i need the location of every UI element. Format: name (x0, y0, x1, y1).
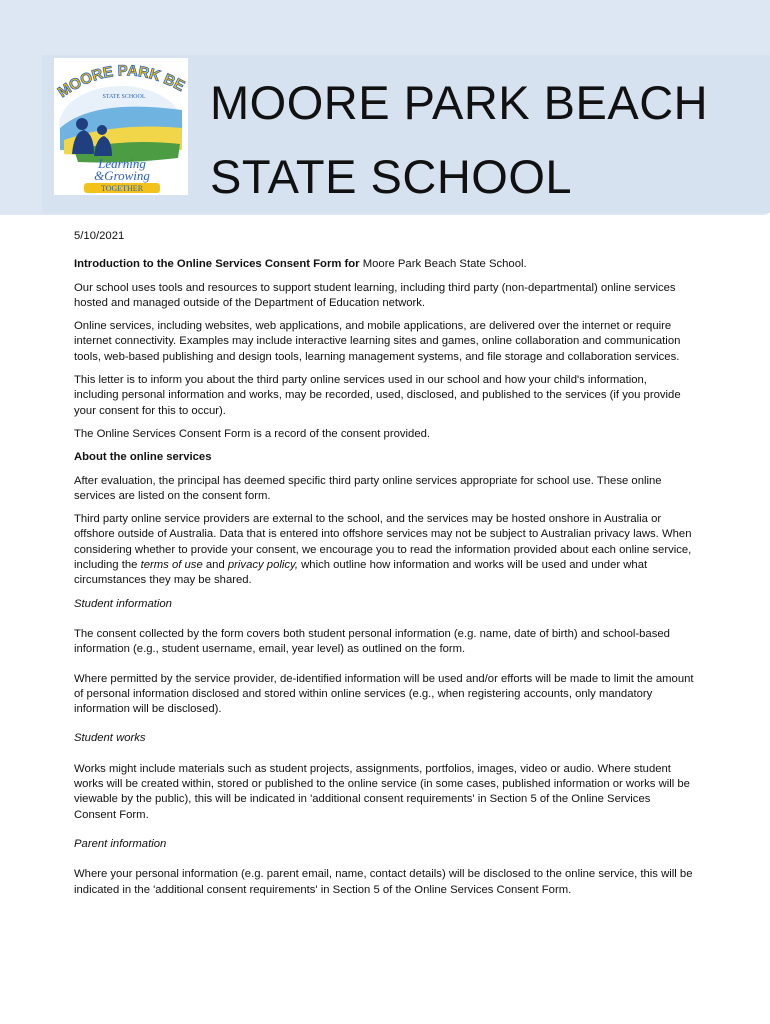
school-title (210, 66, 708, 214)
paragraph-2: Online services, including websites, web applications, and mobile applications, are delivered over the internet or require internet connectivity. Examples may include interactive learning sites and games, online collaboration and communication tools, web-based publishing and design tools, learning management systems, and file storage and collaboration services. (74, 320, 681, 363)
student-information-heading: Student information (74, 597, 172, 610)
paragraph-1: Our school uses tools and resources to support student learning, including third party (non-departmental) online services hosted and managed outside of the Department of Education network. (74, 281, 676, 309)
intro-paragraph (74, 257, 694, 272)
terms-of-use-text: terms of use (140, 559, 203, 572)
paragraph-6-part-a: Third party online service providers are external to the school, and the services may be hosted onshore in Australia or offshore outside of Australia. Data that is entered into offshore services may not be subject to Australian privacy laws. When considering whether to provide your consent, we encourage you to read the information provided about each online service, including the (74, 513, 692, 572)
paragraph-6-and: and (202, 559, 228, 572)
paragraph-9: Works might include materials such as student projects, assignments, portfolios, images, video or audio. Where student works will be created within, stored or published to the online service (in some cases, published information or works will be viewable by the public), this will be indicated in 'additional consent requirements' in Section 5 of the Online Services Consent Form. (74, 762, 690, 821)
paragraph-6 (74, 512, 694, 588)
intro-bold: Introduction to the Online Services Consent Form for (74, 258, 360, 271)
school-logo (54, 58, 188, 195)
school-title-line2: STATE SCHOOL (210, 150, 573, 203)
paragraph-8: Where permitted by the service provider, de-identified information will be used and/or efforts will be made to limit the amount of personal information disclosed and stored within online services (e.g., when registering accounts, only mandatory information will be disclosed). (74, 672, 694, 716)
logo-motto-line3: TOGETHER (100, 184, 144, 193)
logo-motto-line1: Learning (98, 156, 146, 171)
about-heading: About the online services (74, 451, 212, 464)
letter-body (74, 229, 694, 906)
school-title-line1: MOORE PARK BEACH (210, 76, 709, 129)
parent-information-heading: Parent information (74, 837, 167, 850)
logo-sub-text: STATE SCHOOL (102, 94, 146, 100)
paragraph-4: The Online Services Consent Form is a record of the consent provided. (74, 427, 431, 440)
letter-date: 5/10/2021 (74, 230, 125, 242)
logo-arc-text: MOORE PARK BE (54, 62, 188, 102)
paragraph-5: After evaluation, the principal has deemed specific third party online services appropriate for school use. These online services are listed on the consent form. (74, 474, 662, 502)
paragraph-7: The consent collected by the form covers both student personal information (e.g. name, date of birth) and school-based information (e.g., student username, email, year level) as outlined on the form. (74, 627, 670, 656)
privacy-policy-text: privacy policy, (227, 559, 298, 572)
student-works-heading: Student works (74, 732, 146, 745)
school-logo-image (54, 58, 188, 195)
paragraph-3: This letter is to inform you about the third party online services used in our school and how your child's information, including personal information and works, may be recorded, used, disclosed, and published to the services (if you provide your consent for this to occur). (74, 374, 681, 417)
paragraph-10: Where your personal information (e.g. parent email, name, contact details) will be disclosed to the online service, this will be indicated in the 'additional consent requirements' in Section 5 of the Online Services Consent Form. (74, 868, 693, 896)
logo-motto-line2: &Growing (94, 168, 150, 183)
paragraph-6-part-b: which outline how information and works will be used and under what circumstances they may be shared. (74, 559, 648, 587)
intro-rest: Moore Park Beach State School. (359, 258, 527, 271)
